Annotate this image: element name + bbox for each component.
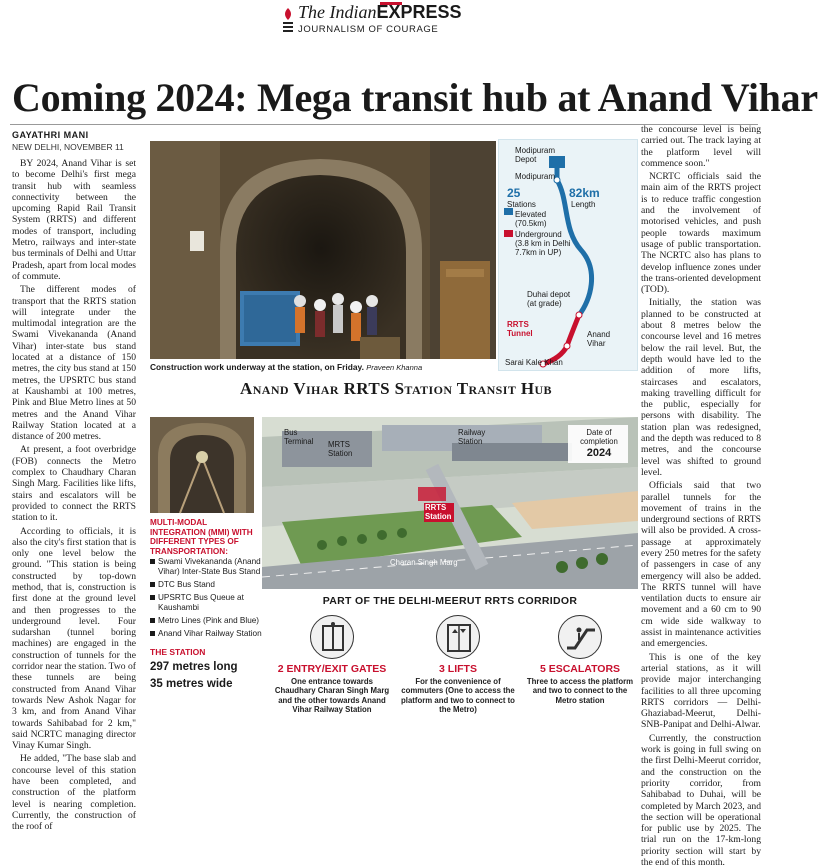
paragraph: The different modes of transport that the RRTS station will integrate under the multimodal integration are the Swami Vivekananda (Anand Vihar) inter-state bus stand located at a distance of 150 metres, the city bus stand at 150 metres, the UPSRTC bus stand at Kaushambi at 100 metres, Pink and Blue Metro lines at 50 metres and the Anand Vihar Railway Station located at a distance of 200 metres.	[12, 284, 136, 443]
mmi-item-label: Swami Vivekananda (Anand Vihar) Inter-State Bus Stand	[158, 557, 261, 576]
feature-desc: Three to access the platform and two to connect to the Metro station	[526, 677, 634, 705]
station-width: 35 metres wide	[150, 678, 233, 690]
bullet-icon	[150, 631, 155, 636]
paragraph: Officials said that two parallel tunnels for the movement of trains in the underground sections of RRTS will also be provided. A cross-passage at approximately every 250 metres for the safety of passengers in case of any emergency will also be added. The RRTS tunnel will have ventilation ducts to ensure air movement and a 60 cm to 90 cm wide side walkway to assist in maintenance activities and emergencies.	[641, 480, 761, 650]
feature-title: 5 ESCALATORS	[539, 663, 621, 675]
photo-caption	[150, 362, 496, 372]
bullet-icon	[150, 559, 155, 564]
map-duhai: Duhai depot (at grade)	[527, 290, 571, 308]
paragraph: He added, "The base slab and concourse level of this station have been completed, and construction of the platform level is nearing completion. Currently, the construction of the roof of	[12, 753, 136, 833]
mmi-item-label: UPSRTC Bus Queue at Kaushambi	[158, 593, 244, 612]
station-length: 297 metres long	[150, 661, 238, 673]
escalator-icon	[558, 615, 602, 659]
photo-caption-text: Construction work underway at the station, on Friday.	[150, 362, 364, 372]
list-item	[150, 629, 262, 639]
infographic-panel	[146, 135, 638, 735]
map-length: 82km	[569, 186, 600, 200]
map-underground: Underground (3.8 km in Delhi 7.7km in UP)	[515, 230, 571, 257]
paragraph: Currently, the construction work is going in full swing on the first Delhi-Meerut corridor, and the construction on the priority corridor, from Sahibabad to Duhai, will be completed by March 2023, and the section will be operational for public use by 2025. The trial run on the 17-km-long priority section will start by the end of this month.	[641, 732, 761, 868]
aerial-road: Charan Singh Marg	[390, 558, 458, 567]
aerial-completion-label: Date of completion	[580, 428, 618, 446]
map-stations-label: Stations	[507, 200, 536, 209]
dateline: NEW DELHI, NOVEMBER 11	[12, 142, 124, 152]
mmi-item-label: DTC Bus Stand	[158, 580, 215, 589]
feature-lifts	[396, 615, 520, 715]
lift-icon	[436, 615, 480, 659]
map-depot: Modipuram Depot	[515, 146, 556, 164]
gate-icon	[310, 615, 354, 659]
tunnel-interior-illustration	[150, 417, 254, 513]
photo-credit: Praveen Khanna	[366, 363, 423, 372]
list-item	[150, 557, 262, 577]
feature-desc: For the convenience of commuters (One to access the platform and two to connect to the Metro)	[401, 677, 515, 715]
paragraph: BY 2024, Anand Vihar is set to become Delhi's first mega transit hub with seamless connectivity between the upcoming Rapid Rail Transit System (RRTS) and different modes of transport, including Metro, railways and inter-state bus terminals of Delhi and Uttar Pradesh, apart from local modes of commute.	[12, 158, 136, 282]
feature-escalators	[522, 615, 638, 705]
masthead-express: EXPRESS	[376, 2, 462, 22]
hub-title: Anand Vihar RRTS Station Transit Hub	[240, 379, 552, 398]
corridor-title: PART OF THE DELHI-MEERUT RRTS CORRIDOR	[322, 595, 578, 607]
tunnel-photo-illustration	[150, 141, 496, 359]
byline: GAYATHRI MANI	[12, 130, 89, 140]
map-elevated: Elevated (70.5km)	[515, 210, 547, 228]
paragraph: the concourse level is being carried out. The track laying at the platform level will commence soon."	[641, 124, 761, 169]
feature-gates	[270, 615, 394, 715]
right-column	[641, 124, 761, 868]
map-stations-count: 25	[507, 186, 521, 200]
list-item	[150, 593, 262, 613]
masthead-title	[298, 2, 462, 23]
bullet-icon	[150, 595, 155, 600]
headline: Coming 2024: Mega transit hub at Anand Vihar	[12, 75, 818, 120]
station-heading: THE STATION	[150, 647, 206, 657]
aerial-mrts: MRTS Station	[328, 440, 353, 458]
aerial-rendering	[262, 417, 638, 589]
aerial-bus-terminal: Bus Terminal	[284, 428, 314, 446]
mmi-item-label: Anand Vihar Railway Station	[158, 629, 262, 638]
tunnel-photo	[150, 141, 496, 359]
express-logo-icon	[282, 6, 294, 34]
aerial-completion-year: 2024	[586, 447, 612, 459]
map-sarai: Sarai Kale Khan	[505, 358, 563, 367]
aerial-railway: Railway Station	[458, 428, 486, 446]
feature-title: 3 LIFTS	[439, 663, 477, 675]
bullet-icon	[150, 582, 155, 587]
map-anand-vihar: Anand Vihar	[587, 330, 611, 348]
masthead-the: The Indian	[298, 2, 377, 22]
map-tunnel: RRTS Tunnel	[507, 320, 533, 338]
paragraph: This is one of the key arterial stations, as it will provide major interchanging facilities to all three upcoming RRTS corridors — Delhi-Ghaziabad-Meerut, Delhi-SNB-Panipat and Delhi-Alwar.	[641, 651, 761, 731]
paragraph: NCRTC officials said the main aim of the RRTS project is to reduce traffic congestion and the involvement of motorised vehicles, and push people towards maximum usage of public transportation. The NCRTC also has plans to develop influence zones under the trans-oriented development (TOD).	[641, 171, 761, 296]
tunnel-interior-photo	[150, 417, 254, 513]
paragraph: At present, a foot overbridge (FOB) connects the Metro complex to Chaudhary Charan Singh Marg. Facilities like lifts, stairs and escalators will be provided to connect the RRTS station to it.	[12, 444, 136, 524]
map-modipuram: Modipuram	[515, 172, 556, 181]
bullet-icon	[150, 618, 155, 623]
map-length-label: Length	[571, 200, 596, 209]
route-map	[498, 139, 638, 371]
list-item	[150, 580, 262, 590]
aerial-rrts: RRTS Station	[424, 503, 454, 522]
masthead-tagline: JOURNALISM OF COURAGE	[298, 24, 439, 35]
list-item	[150, 616, 262, 626]
mmi-item-label: Metro Lines (Pink and Blue)	[158, 616, 260, 625]
mmi-list	[150, 557, 262, 642]
feature-title: 2 ENTRY/EXIT GATES	[277, 663, 387, 675]
masthead	[282, 2, 502, 38]
left-column	[12, 158, 136, 833]
paragraph: Initially, the station was planned to be constructed at about 8 metres below the concourse level and 16 metres below the rail level. But, the depth would have led to the addition of more lifts, staircases and escalators, making travelling difficult for the public, especially for persons with disability. The station plan was redesigned, and the depth was reduced to 8 metres, and the concourse level was shifted to ground level.	[641, 297, 761, 478]
mmi-heading: MULTI-MODAL INTEGRATION (MMI) WITH DIFFERENT TYPES OF TRANSPORTATION:	[150, 518, 253, 556]
paragraph: According to officials, it is also the city's first station that is only one level below the ground. "This station is being constructed by top-down method, that is, construction is first done at the ground level and then progresses to the underground level. Four sudarshan (tunnel boring machines) are engaged in the construction of tunnels for the corridor near the station. Two of these tunnels are being constructed from Anand Vihar towards New Ashok Nagar for 3 km, and from Anand Vihar towards Sahibabad for 2 km," said NCRTC managing director Vinay Kumar Singh.	[12, 525, 136, 752]
feature-desc: One entrance towards Chaudhary Charan Singh Marg and the other towards Anand Vihar Railway Station	[274, 677, 390, 715]
